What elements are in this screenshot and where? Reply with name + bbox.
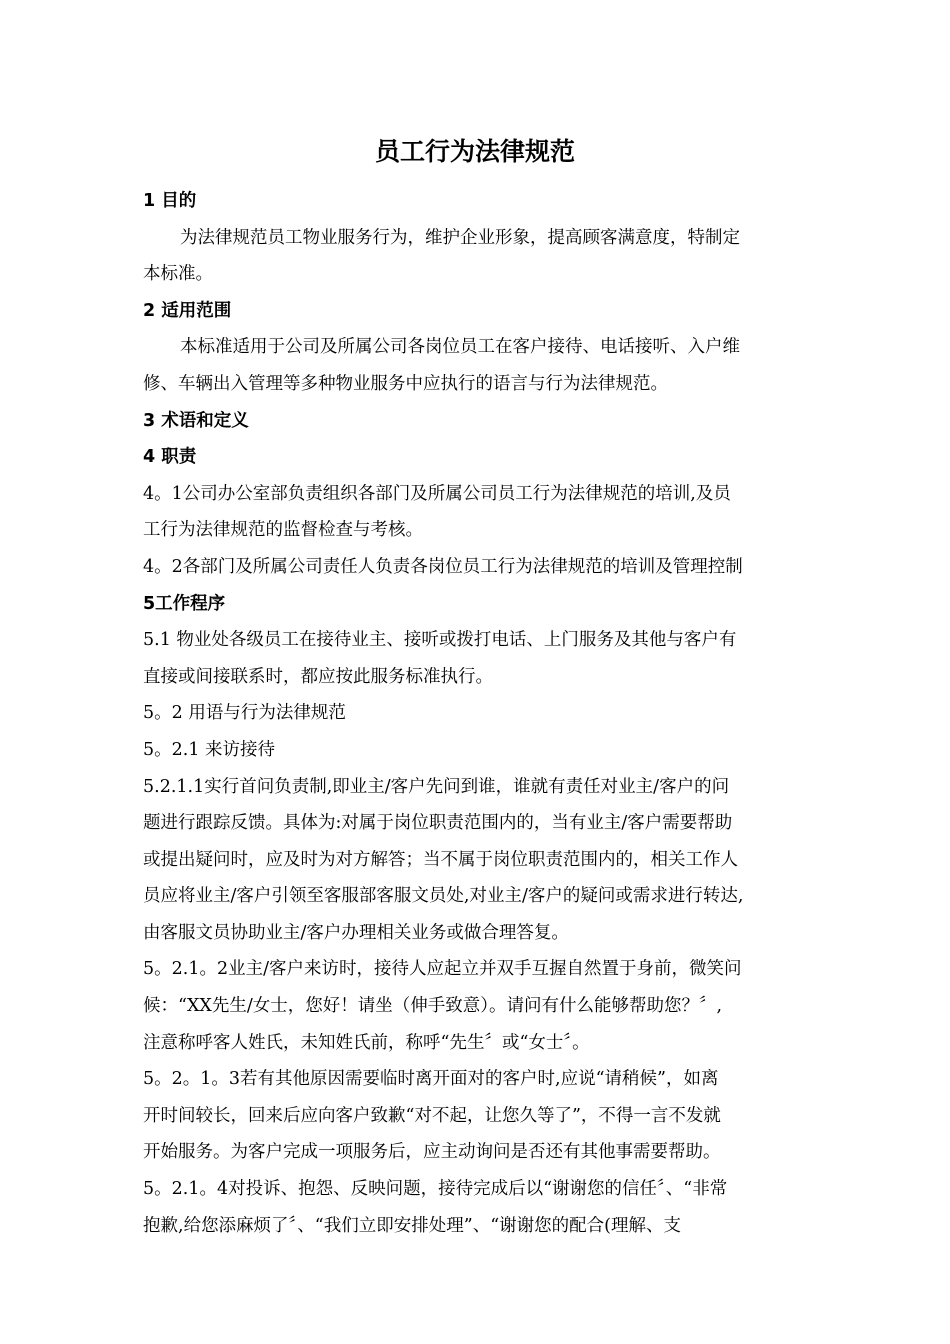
paragraph-line: 或提出疑问时，应及时为对方解答；当不属于岗位职责范围内的，相关工作人	[143, 849, 738, 870]
subsection-heading: 5。2.1 来访接待	[143, 739, 276, 760]
section-heading-procedure: 5工作程序	[143, 593, 226, 614]
paragraph-line: 由客服文员协助业主/客户办理相关业务或做合理答复。	[143, 922, 569, 943]
paragraph-line: 修、车辆出入管理等多种物业服务中应执行的语言与行为法律规范。	[143, 373, 668, 394]
paragraph-line: 开时间较长，回来后应向客户致歉“对不起，让您久等了”，不得一言不发就	[143, 1105, 721, 1126]
paragraph-line: 开始服务。为客户完成一项服务后，应主动询问是否还有其他事需要帮助。	[143, 1142, 721, 1163]
subsection-heading: 5。2 用语与行为法律规范	[143, 703, 346, 724]
document-title: 员工行为法律规范	[374, 137, 575, 166]
section-heading-terms: 3 术语和定义	[143, 410, 249, 431]
paragraph-line: 5。2.1。4对投诉、抱怨、反映问题，接待完成后以“谢谢您的信任〞、“非常	[143, 1179, 728, 1200]
section-heading-purpose: 1 目的	[143, 191, 197, 211]
paragraph-line: 员应将业主/客户引领至客服部客服文员处,对业主/客户的疑问或需求进行转达,	[143, 886, 744, 907]
paragraph-line: 4。1公司办公室部负责组织各部门及所属公司员工行为法律规范的培训,及员	[143, 483, 731, 504]
paragraph-line: 5。2.1。2业主/客户来访时，接待人应起立并双手互握自然置于身前，微笑问	[143, 959, 742, 980]
paragraph-line: 5。2。1。3若有其他原因需要临时离开面对的客户时,应说“请稍候”，如离	[143, 1069, 719, 1090]
paragraph-line: 直接或间接联系时，都应按此服务标准执行。	[143, 666, 493, 687]
paragraph-line: 注意称呼客人姓氏，未知姓氏前，称呼“先生〞或“女士〞。	[143, 1032, 590, 1053]
paragraph-line: 候：“XX先生/女士，您好！请坐（伸手致意）。请问有什么能够帮助您？〞,	[143, 996, 723, 1017]
document-body	[143, 183, 818, 1244]
paragraph-line: 本标准适用于公司及所属公司各岗位员工在客户接待、电话接听、入户维	[180, 337, 740, 358]
paragraph-line: 题进行跟踪反馈。具体为:对属于岗位职责范围内的，当有业主/客户需要帮助	[143, 813, 733, 834]
paragraph-line: 抱歉,给您添麻烦了〞、“我们立即安排处理”、“谢谢您的配合(理解、支	[143, 1215, 681, 1236]
paragraph-line: 为法律规范员工物业服务行为，维护企业形象，提高顾客满意度，特制定	[180, 227, 740, 248]
paragraph-line: 4。2各部门及所属公司责任人负责各岗位员工行为法律规范的培训及管理控制	[143, 556, 743, 577]
paragraph-line: 5.2.1.1实行首问负责制,即业主/客户先问到谁，谁就有责任对业主/客户的问	[143, 776, 730, 797]
paragraph-line: 工行为法律规范的监督检查与考核。	[143, 520, 423, 541]
section-heading-scope: 2 适用范围	[143, 300, 232, 321]
paragraph-line: 本标准。	[143, 264, 213, 285]
paragraph-line: 5.1 物业处各级员工在接待业主、接听或拨打电话、上门服务及其他与客户有	[143, 630, 737, 651]
section-heading-duties: 4 职责	[143, 447, 197, 468]
